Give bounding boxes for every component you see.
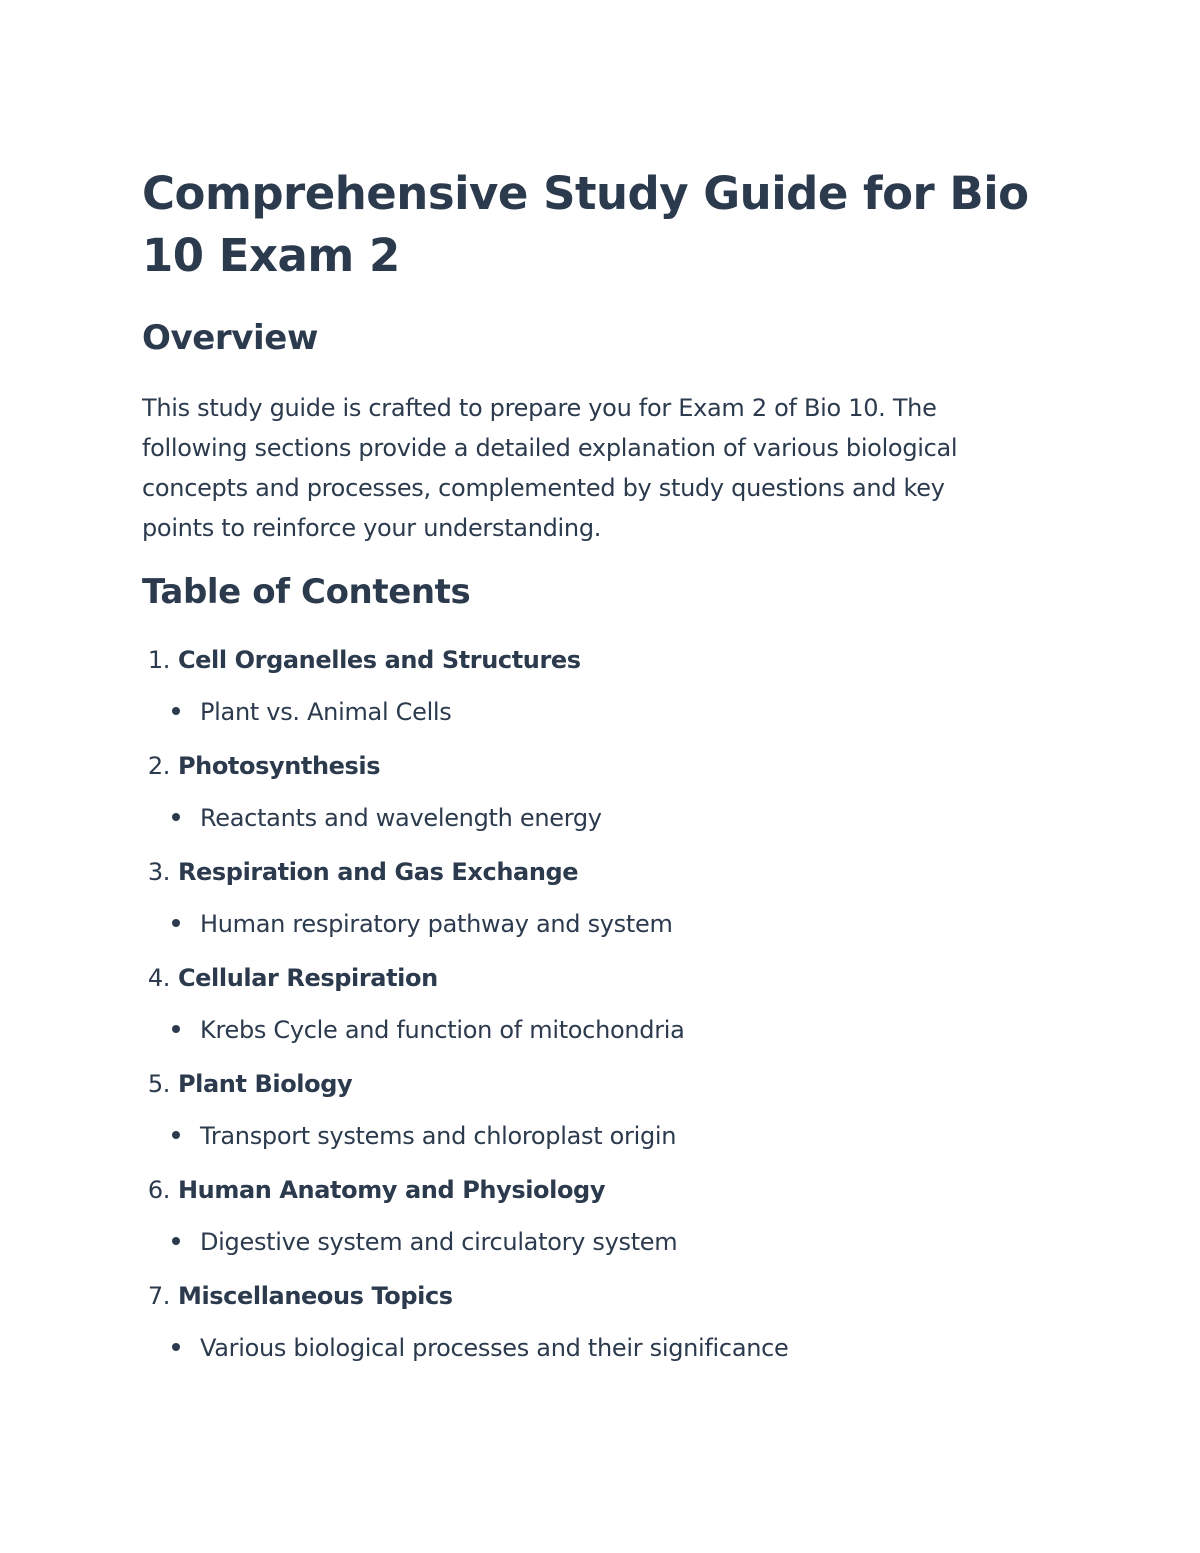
toc-subitem (172, 1328, 789, 1368)
toc-item-number: 5. (147, 1070, 170, 1098)
bullet-icon (172, 919, 180, 927)
toc-item-number: 4. (147, 964, 170, 992)
toc-subitem (172, 1116, 676, 1156)
bullet-icon (172, 1343, 180, 1351)
toc-item-title (142, 1064, 352, 1104)
toc-item-number: 7. (147, 1282, 170, 1310)
toc-heading: Table of Contents (142, 572, 471, 612)
toc-subitem-label: Krebs Cycle and function of mitochondria (200, 1016, 685, 1044)
toc-item (142, 1170, 1002, 1276)
toc-item-title (142, 958, 438, 998)
toc-subitem-label: Human respiratory pathway and system (200, 910, 673, 938)
toc-subitem (172, 1010, 685, 1050)
toc-item (142, 852, 1002, 958)
toc-subitem-label: Reactants and wavelength energy (200, 804, 602, 832)
toc-item-label: Miscellaneous Topics (177, 1282, 453, 1310)
page-title: Comprehensive Study Guide for Bio 10 Exam 2 (142, 167, 1029, 282)
toc-item-label: Human Anatomy and Physiology (177, 1176, 606, 1204)
toc-subitem (172, 1222, 677, 1262)
bullet-icon (172, 1237, 180, 1245)
toc-subitem (172, 798, 602, 838)
toc-item (142, 1064, 1002, 1170)
bullet-icon (172, 1131, 180, 1139)
toc-item-label: Plant Biology (177, 1070, 353, 1098)
toc-item-number: 2. (147, 752, 170, 780)
toc-item-label: Cellular Respiration (177, 964, 438, 992)
toc-subitem (172, 904, 673, 944)
toc-item (142, 1276, 1002, 1382)
toc-subitem-label: Various biological processes and their significance (200, 1334, 789, 1362)
toc-item (142, 958, 1002, 1064)
toc-item-number: 6. (147, 1176, 170, 1204)
toc-item-number: 3. (147, 858, 170, 886)
bullet-icon (172, 707, 180, 715)
toc-subitem-label: Transport systems and chloroplast origin (200, 1122, 677, 1150)
overview-heading: Overview (142, 318, 318, 358)
toc-item-label: Photosynthesis (177, 752, 381, 780)
bullet-icon (172, 1025, 180, 1033)
toc-item-title (142, 640, 581, 680)
table-of-contents (142, 640, 1002, 1382)
toc-item-title (142, 746, 380, 786)
toc-subitem (172, 692, 452, 732)
bullet-icon (172, 813, 180, 821)
toc-item-label: Cell Organelles and Structures (177, 646, 581, 674)
toc-subitem-label: Digestive system and circulatory system (200, 1228, 678, 1256)
toc-item-title (142, 852, 578, 892)
toc-item-label: Respiration and Gas Exchange (177, 858, 579, 886)
toc-item (142, 640, 1002, 746)
toc-item (142, 746, 1002, 852)
toc-subitem-label: Plant vs. Animal Cells (200, 698, 452, 726)
toc-item-title (142, 1276, 453, 1316)
toc-item-number: 1. (147, 646, 170, 674)
toc-item-title (142, 1170, 605, 1210)
overview-paragraph: This study guide is crafted to prepare you for Exam 2 of Bio 10. The following sections provide a detailed explanation of various biological concepts and processes, complemented by study questions and key points to reinforce your understanding. (142, 394, 958, 542)
